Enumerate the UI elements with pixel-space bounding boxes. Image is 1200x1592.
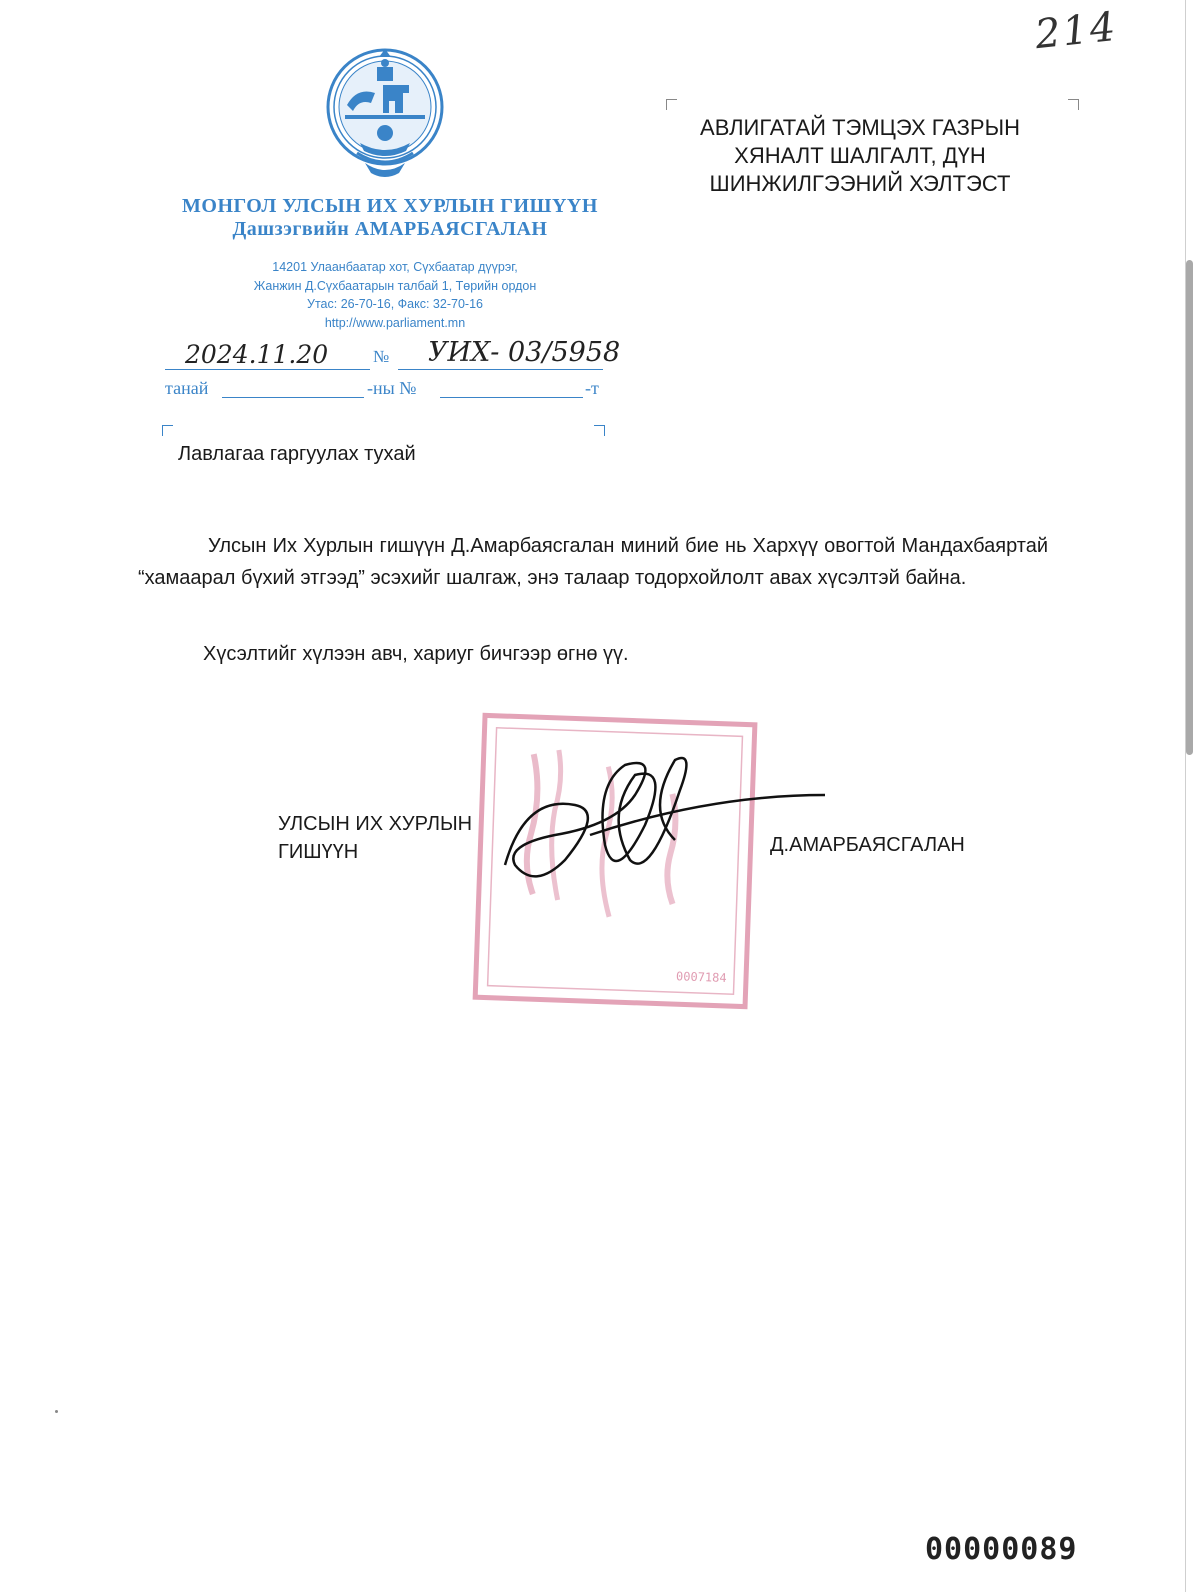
address-line: Жанжин Д.Сүхбаатарын талбай 1, Төрийн ордон (253, 278, 537, 293)
signatory-title (278, 810, 472, 866)
reference-suffix: -т (585, 378, 599, 398)
letterhead-line-2: Дашзэгвийн АМАРБАЯСГАЛАН (232, 218, 548, 240)
letter-subject: Лавлагаа гаргуулах тухай (178, 443, 416, 465)
reference-underline (440, 397, 583, 398)
page-edge (1185, 0, 1186, 1592)
signatory-title-line: УЛСЫН ИХ ХУРЛЫН (278, 813, 473, 835)
number-symbol: № (373, 347, 390, 366)
letter-date: 2024.11.20 (185, 340, 329, 369)
corner-mark (1068, 99, 1079, 110)
date-underline (165, 369, 370, 370)
stamp-number: 0007184 (675, 969, 727, 985)
handwritten-signature (495, 755, 835, 895)
address-line: Утас: 26-70-16, Факс: 32-70-16 (307, 297, 483, 311)
corner-mark (666, 99, 677, 110)
letterhead-address (175, 258, 615, 332)
website-link[interactable]: http://www.parliament.mn (324, 315, 466, 330)
corner-mark (162, 425, 173, 436)
corner-mark (594, 425, 605, 436)
letter-number: УИХ- 03/5958 (428, 337, 621, 368)
reference-mid: -ны № (367, 378, 417, 398)
recipient-line: ШИНЖИЛГЭЭНИЙ ХЭЛТЭСТ (709, 171, 1011, 196)
reference-underline (222, 397, 364, 398)
reference-prefix: танай (165, 378, 209, 398)
address-line: 14201 Улаанбаатар хот, Сүхбаатар дүүрэг, (272, 260, 518, 274)
state-emblem-icon (325, 45, 445, 185)
recipient-line: АВЛИГАТАЙ ТЭМЦЭХ ГАЗРЫН (700, 115, 1020, 140)
letterhead-line-1: МОНГОЛ УЛСЫН ИХ ХУРЛЫН ГИШҮҮН (182, 195, 598, 217)
document-serial-number: 00000089 (925, 1532, 1078, 1567)
scrollbar-thumb[interactable] (1186, 260, 1193, 755)
signatory-name: Д.АМАРБАЯСГАЛАН (770, 834, 965, 856)
signatory-title-line: ГИШҮҮН (278, 841, 359, 863)
recipient-block (660, 114, 1060, 198)
scan-speck (55, 1410, 58, 1413)
body-paragraph-1: Улсын Их Хурлын гишүүн Д.Амарбаясгалан миний бие нь Хархүү овогтой Мандахбаяртай “хамаарал бүхий этгээд” эсэхийг шалгаж, энэ талаар тодорхойлолт авах хүсэлтэй байна. (138, 535, 1048, 589)
letterhead-title (160, 195, 620, 241)
handwritten-page-number: 214 (1032, 3, 1120, 59)
body-paragraph-2: Хүсэлтийг хүлээн авч, хариуг бичгээр өгнө үү. (203, 643, 629, 665)
number-underline (398, 369, 603, 370)
recipient-line: ХЯНАЛТ ШАЛГАЛТ, ДҮН (734, 143, 986, 168)
